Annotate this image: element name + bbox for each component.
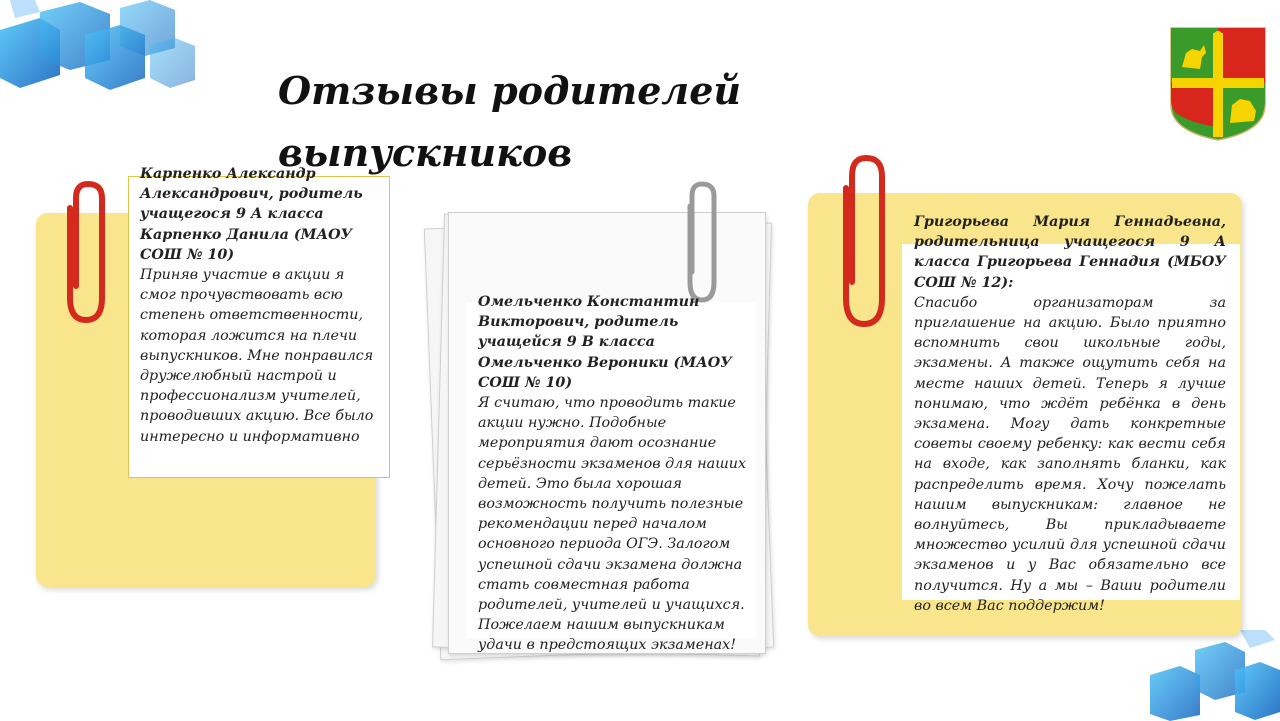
coat-of-arms-emblem <box>1170 27 1266 141</box>
review-2-content <box>478 292 750 656</box>
paperclip-gray-icon <box>678 178 724 306</box>
review-3-text: Спасибо организаторам за приглашение на акцию. Было приятно вспомнить свои школьные годы, экзамены. А также ощутить себя на месте наших детей. Теперь я лучше понимаю, что ждёт ребёнка в день экзамена. Могу дать конкретные советы своему ребенку: как вести себя на входе, как заполнять бланки, как распределить время. Хочу пожелать нашим выпускникам: главное не волнуйтесь, Вы прикладываете множество усилий для успешной сдачи экзаменов и у Вас обязательно все получится. Ну а мы – Ваши родители во всем Вас поддержим! <box>914 294 1226 614</box>
review-3-content <box>914 212 1226 616</box>
review-1-author: Карпенко Александр Александрович, родитель учащегося 9 А класса Карпенко Данила (МАОУ СОШ № 10) <box>140 166 363 263</box>
review-2-author: Омельченко Константин Викторович, родитель учащейся 9 В класса Омельченко Вероники (МАОУ СОШ № 10) <box>478 294 732 391</box>
page-title: Отзывы родителей выпускников <box>278 68 742 175</box>
paperclip-red-icon <box>56 178 112 328</box>
blue-cubes-decoration-top <box>0 0 200 110</box>
review-1-content <box>140 164 380 447</box>
blue-cubes-decoration-bottom <box>1140 630 1280 721</box>
review-2-text: Я считаю, что проводить такие акции нужно. Подобные мероприятия дают осознание серьёзности экзаменов для наших детей. Это была хорошая возможность получить полезные рекомендации перед началом основного периода ОГЭ. Залогом успешной сдачи экзамена должна стать совместная работа родителей, учителей и учащихся. Пожелаем нашим выпускникам удачи в предстоящих экзаменах! <box>478 395 747 654</box>
review-3-author: Григорьева Мария Геннадьевна, родительница учащегося 9 А класса Григорьева Геннадия (МБОУ СОШ № 12): <box>914 214 1226 291</box>
paperclip-red-icon <box>830 152 890 330</box>
review-1-text: Приняв участие в акции я смог прочувствовать всю степень ответственности, которая ложится на плечи выпускников. Мне понравился дружелюбный настрой и профессионализм учителей, проводивших акцию. Все было интересно и информативно <box>140 267 374 445</box>
